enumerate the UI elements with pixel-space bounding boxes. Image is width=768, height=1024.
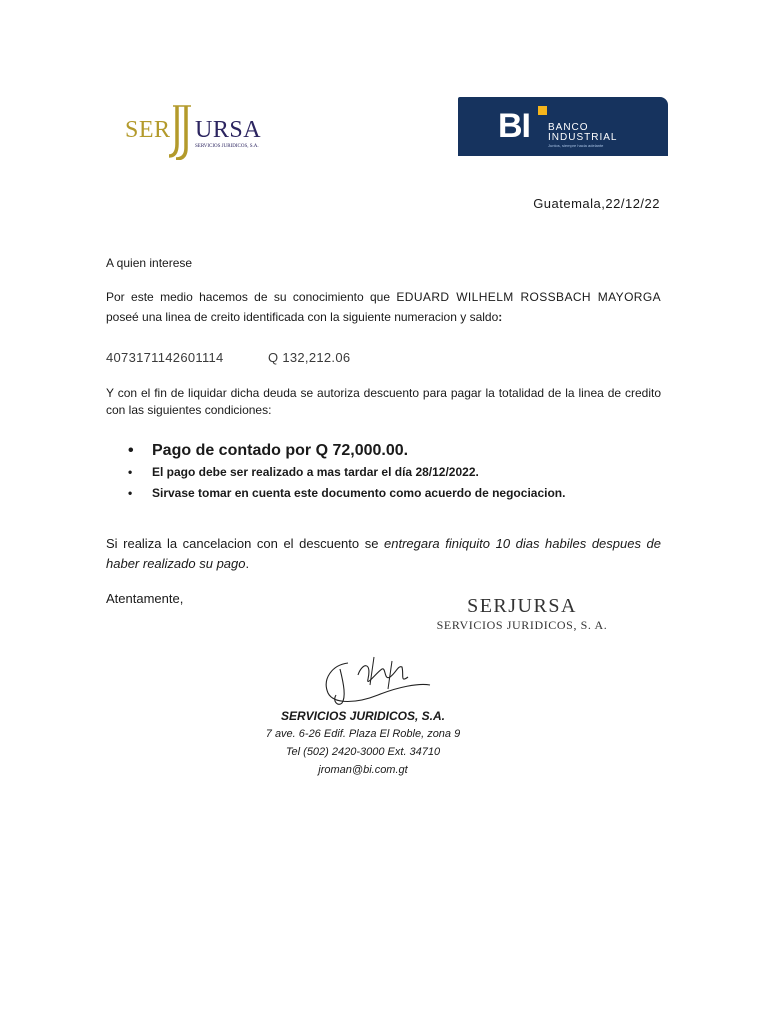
logo-ursa-text: URSA [195,117,262,143]
conditions-intro-paragraph: Y con el fin de liquidar dicha deuda se autoriza descuento para pagar la totalidad de la linea de credito con las siguientes condiciones: [106,386,661,417]
settlement-paragraph: Si realiza la cancelacion con el descuento se entregara finiquito 10 dias habiles despues de haber realizado su pago. [106,536,661,571]
company-stamp: SERJURSA SERVICIOS JURIDICOS, S. A. [436,595,608,632]
handwritten-signature [318,655,433,710]
client-name: EDUARD WILHELM ROSSBACH MAYORGA [396,290,662,304]
footer-contact [228,707,498,779]
footer-phone: Tel (502) 2420-3000 Ext. 34710 [285,746,441,758]
condition-item: • El pago debe ser realizado a mas tardar el día 28/12/2022. [128,462,668,483]
greeting: A quien interese [106,256,193,270]
banco-industrial-logo [458,97,668,156]
footer-email: jroman@bi.com.gt [318,764,408,776]
bi-accent-square-icon [538,106,547,115]
account-number: 4073171142601114 [106,350,224,365]
double-j-logo-icon [169,104,195,160]
conditions-list [128,440,668,504]
letter-date: Guatemala,22/12/22 [533,196,660,211]
logo-ser-text: SER [125,117,171,143]
balance-amount: Q 132,212.06 [268,350,351,365]
bi-letters: BI [498,107,530,145]
intro-paragraph: Por este medio hacemos de su conocimiento que EDUARD WILHELM ROSSBACH MAYORGA poseé una linea de creito identificada con la siguiente numeracion y saldo: [106,290,662,324]
serjursa-logo [125,104,275,162]
closing: Atentamente, [106,591,184,606]
footer-company: SERVICIOS JURIDICOS, S.A. [280,709,446,723]
condition-item: • Sirvase tomar en cuenta este documento como acuerdo de negociacion. [128,483,668,504]
footer-address: 7 ave. 6-26 Edif. Plaza El Roble, zona 9 [265,728,461,740]
logo-subtitle: SERVICIOS JURIDICOS, S.A. [195,144,259,149]
condition-item: • Pago de contado por Q 72,000.00. [128,440,668,462]
bi-bank-name: BANCO INDUSTRIAL [548,122,618,143]
bi-tagline: Juntos, siempre hacia adelante [548,143,604,148]
